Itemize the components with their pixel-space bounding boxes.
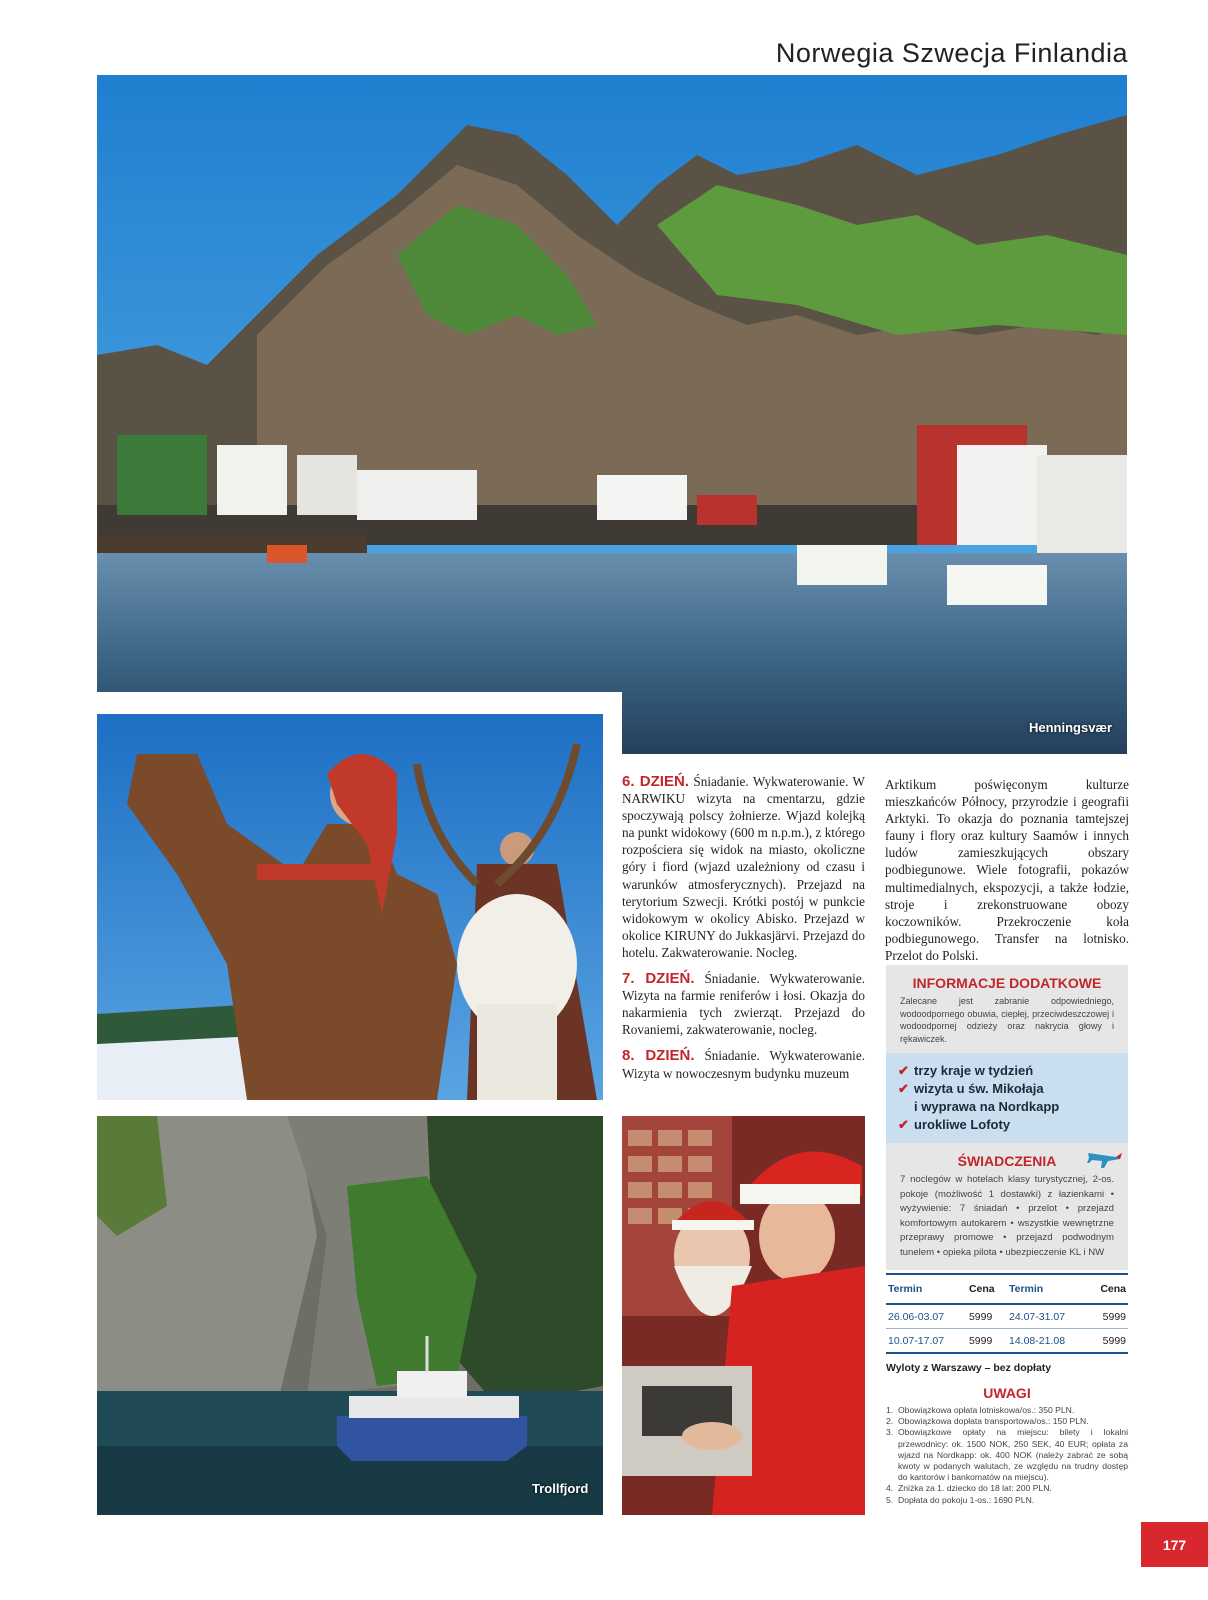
day-6 (622, 773, 865, 961)
day-8-text: Śniadanie. Wykwaterowanie. Wizyta w nowoczesnym budynku muzeum (622, 1048, 865, 1081)
santa-photo (622, 1116, 865, 1515)
checkmark-icon: ✔ (898, 1063, 909, 1078)
term-cell: 26.06-03.07 (886, 1304, 967, 1329)
day-8-heading: 8. DZIEŃ. (622, 1047, 695, 1065)
table-row (886, 1329, 1128, 1354)
sami-reindeer-photo (97, 714, 603, 1100)
departure-note: Wyloty z Warszawy – bez dopłaty (886, 1362, 1052, 1374)
page-number: 177 (1141, 1522, 1208, 1567)
highlight-item: ✔ trzy kraje w tydzień (898, 1063, 1034, 1078)
table-row (886, 1304, 1128, 1329)
page-title: Norwegia Szwecja Finlandia (775, 38, 1128, 68)
info-note: Zalecane jest zabranie odpowiedniego, wodoodpornego obuwia, ciepłej, przeciwdeszczowej i wodoodpornej odzieży oraz nakrycia głowy i rękawiczek. (900, 996, 1114, 1044)
price-cell: 5999 (967, 1304, 1007, 1329)
day-7-text: Śniadanie. Wykwaterowanie. Wizyta na farmie reniferów i łosi. Okazja do nakarmienia tych zwierząt. Przejazd do Rovaniemi, zakwaterowanie, nocleg. (622, 971, 865, 1038)
highlight-item: ✔ urokliwe Lofoty (898, 1117, 1011, 1132)
checkmark-icon: ✔ (898, 1117, 909, 1132)
remark-item: 4. Zniżka za 1. dziecko do 18 lat: 200 PLN. (886, 1483, 1052, 1494)
day-6-text: Śniadanie. Wykwaterowanie. W NARWIKU wizyta na cmentarzu, gdzie spoczywają polscy żołnierze. Wjazd kolejką na punkt widokowy (600 m n.p.m.), z którego rozpościera się widok na miasto, okoliczne góry i fiord (wjazd uzależniony od czasu i warunków atmosferycznych). Przejazd na terytorium Szwecji. Krótki postój w punkcie widokowym w okolicy Abisko. Przejazd w okolice KIRUNY do Jukkasjärvi. Przejazd do hotelu. Zakwaterowanie. Nocleg. (622, 774, 865, 960)
remark-item: 1. Obowiązkowa opłata lotniskowa/os.: 350 PLN. (886, 1405, 1075, 1415)
remarks-title: UWAGI (983, 1385, 1031, 1401)
info-box (886, 965, 1128, 1270)
remark-item: 3. Obowiązkowe opłaty na miejscu: bilety i lokalni przewodnicy: ok. 1500 NOK, 250 SEK, 40 EUR; opłata za wjazd na Nordkapp: ok. 400 NOK (należy zabrać ze sobą kwoty w podanych walutach, ze względu na trudny dostęp do kantorów i bankomatów na miejscu). (886, 1427, 1128, 1483)
column-header-price: Cena (1088, 1274, 1128, 1304)
price-cell: 5999 (1088, 1329, 1128, 1354)
itinerary-column-1 (622, 773, 865, 1091)
day-7-heading: 7. DZIEŃ. (622, 970, 695, 988)
info-title: INFORMACJE DODATKOWE (912, 975, 1102, 991)
price-table (886, 1273, 1128, 1354)
day-7 (622, 970, 865, 1038)
day-8-continued: Arktikum poświęconym kulturze mieszkańców Północy, przyrodzie i geografii Arktyki. To okazja do poznania tamtejszej fauny i flory oraz kultury Saamów i innych ludów zamieszkujących obszary podbiegunowe. Wiele fotografii, pokazów multimedialnych, ekspozycji, a także łodzie, stroje i zrekonstruowane obozy koczowników. Przekroczenie koła podbiegunowego. Transfer na lotnisko. Przelot do Polski. (885, 777, 1129, 963)
highlight-item: ✔ wizyta u św. Mikołaja (898, 1081, 1044, 1096)
remarks-list (886, 1405, 1128, 1506)
services-text: 7 noclegów w hotelach klasy turystycznej, 2-os. pokoje (możliwość 1 dostawki) z łazienkami • wyżywienie: 7 śniadań • przelot • przejazd komfortowym autokarem • wszystkie wewnętrzne przeprawy promowe • przejazd podwodnym tunelem • opieka pilota • ubezpieczenie KL i NW (900, 1174, 1114, 1258)
column-header-term: Termin (1007, 1274, 1088, 1304)
airplane-icon (1086, 1147, 1124, 1169)
itinerary-column-2 (885, 776, 1129, 973)
term-cell: 24.07-31.07 (1007, 1304, 1088, 1329)
checkmark-icon: ✔ (898, 1081, 909, 1096)
highlights-list (886, 1053, 1128, 1143)
trollfjord-photo (97, 1116, 603, 1515)
column-header-price: Cena (967, 1274, 1007, 1304)
harbor-caption: Henningsvær (1029, 720, 1113, 735)
price-cell: 5999 (1088, 1304, 1128, 1329)
day-6-heading: 6. DZIEŃ. (622, 773, 689, 790)
table-header-row (886, 1274, 1128, 1304)
term-cell: 14.08-21.08 (1007, 1329, 1088, 1354)
column-header-term: Termin (886, 1274, 967, 1304)
harbor-photo (97, 75, 1127, 754)
trollfjord-caption: Trollfjord (532, 1481, 589, 1496)
price-cell: 5999 (967, 1329, 1007, 1354)
remark-item: 5. Dopłata do pokoju 1-os.: 1690 PLN. (886, 1494, 1035, 1505)
day-8 (622, 1047, 865, 1081)
services-title: ŚWIADCZENIA (886, 1143, 1128, 1173)
remark-item: 2. Obowiązkowa dopłata transportowa/os.: 150 PLN. (886, 1416, 1089, 1427)
highlight-item: i wyprawa na Nordkapp (914, 1099, 1060, 1114)
term-cell: 10.07-17.07 (886, 1329, 967, 1354)
